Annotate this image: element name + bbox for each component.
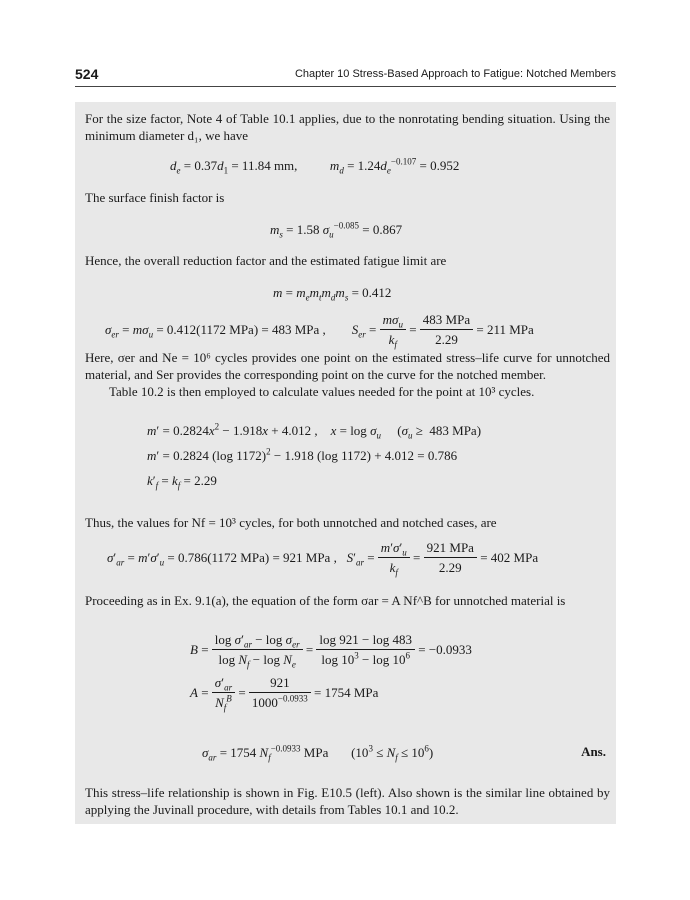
paragraph-figure-ref: This stress–life relationship is shown in Fig. E10.5 (left). Also shown is the similar line obtained by applying the Juvinall procedure, with details from Tables 10.1 and 10.2. bbox=[85, 785, 610, 817]
paragraph-values: Thus, the values for Nf = 10³ cycles, for both unnotched and notched cases, are bbox=[85, 515, 497, 530]
equation-kf-prime: $k'_f = k_f = 2.29$ bbox=[147, 473, 217, 491]
equation-b: B = $\frac{\log \sigma'_{ar} - \log \sigma_{er}}{\log N_f - \log N_e}$ = $\frac{\log 921 - \log 483}{\log 10^3 - \log 10^6}$ = −0.0933 bbox=[190, 631, 472, 670]
equation-m: $m = m_em_tm_dm_s = 0.412$ bbox=[273, 285, 392, 303]
example-box bbox=[75, 102, 616, 824]
page-number: 524 bbox=[75, 66, 99, 82]
answer-label: Ans. bbox=[581, 744, 606, 759]
paragraph-overall-factor: Hence, the overall reduction factor and the estimated fatigue limit are bbox=[85, 253, 447, 268]
paragraph-surface-finish: The surface finish factor is bbox=[85, 190, 225, 205]
equation-ms: $m_s = 1.58$ $\sigma_u^{-0.085} = 0.867$ bbox=[270, 220, 403, 240]
equation-final: $\sigma_{ar} = 1754$ $N_f^{-0.0933}$ MPa $(10^3 \le N_f \le 10^6)$ bbox=[202, 743, 434, 763]
paragraph-notched-point: Here, σer and Ne = 10⁶ cycles provides one point on the estimated stress–life curve for unnotched material, and Ser provides the corresponding point on the curve for the notched member. bbox=[85, 350, 610, 382]
paragraph-table-ref: Table 10.2 is then employed to calculate values needed for the point at 10³ cycles. bbox=[109, 384, 535, 399]
equation-a: A = $\frac{\sigma'_{ar}}{N_f^B}$ = $\frac{921}{1000^{-0.0933}}$ = 1754 MPa bbox=[190, 674, 379, 713]
equation-ser: $\sigma_{er} = m\sigma_u = 0.412(1172$ MPa) = 483 MPa , $S_{er}$ = $\frac{m\sigma_u}{k_f}$ = $\frac{\text{483 MPa}}{2.29}$ = 211 MPa bbox=[105, 311, 534, 350]
running-title: Chapter 10 Stress-Based Approach to Fatigue: Notched Members bbox=[294, 68, 616, 80]
paragraph-equation-form: Proceeding as in Ex. 9.1(a), the equation of the form σar = A Nf^B for unnotched material is bbox=[85, 593, 566, 608]
equation-sar: $\sigma'_{ar} = m'\sigma'_u = 0.786(1172$ MPa) = 921 MPa , $S'_{ar}$ = $\frac{m'\sigma'_u}{k_f}$ = $\frac{\text{921 MPa}}{2.29}$ = 402 MPa bbox=[107, 539, 539, 578]
equation-de-md: $d_e = 0.37d_1 = 11.84$ mm, $m_d = 1.24d_e^{-0.107} = 0.952$ bbox=[170, 156, 460, 176]
equation-m-prime-fit: $m' = 0.2824x^2 - 1.918x + 4.012$ , $x = \log \sigma_u$ ($\sigma_u \ge 483$ MPa) bbox=[147, 421, 482, 441]
header-rule bbox=[75, 86, 616, 87]
equation-m-prime-value: m′ = 0.2824 (log 1172)$^2$ − 1.918 (log 1172) + 4.012 = 0.786 bbox=[147, 446, 458, 463]
paragraph-size-factor: For the size factor, Note 4 of Table 10.1 applies, due to the nonrotating bending situation. Using the minimum diameter d₁, we have bbox=[85, 111, 610, 143]
